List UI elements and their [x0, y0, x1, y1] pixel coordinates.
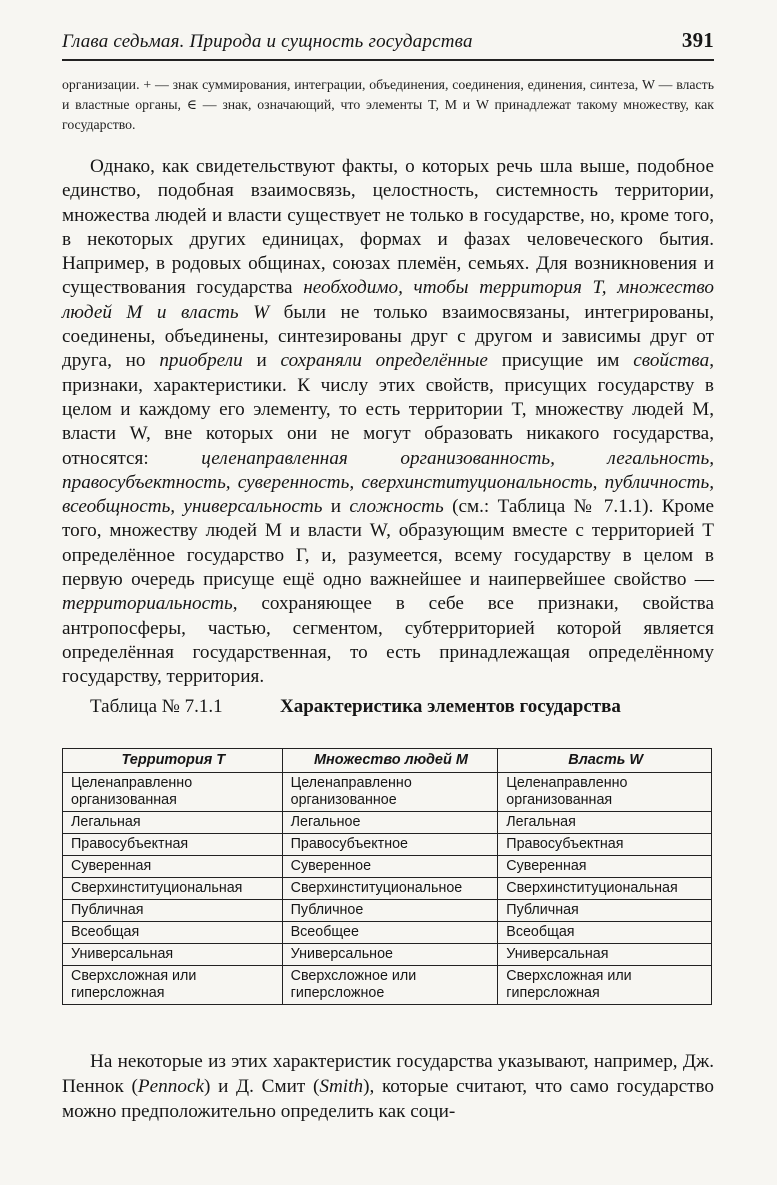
table-cell: Легальная [63, 811, 283, 833]
table-row [63, 855, 712, 877]
table-cell: Целенаправленно организованная [498, 772, 712, 811]
table-cell: Универсальная [498, 943, 712, 965]
text-run: (см.: Таблица № 7.1.1). Кроме того, множеству людей M и власти W, образующим вместе с территорией T определённое государство Г, и, разумеется, всему государству в целом в первую очередь присуще ещё одно важнейшее и наипервейшее свойство — [62, 496, 714, 591]
emphasis-run: Pennock [137, 1075, 204, 1097]
emphasis-run: свойства [633, 350, 710, 372]
paragraph-body [62, 1049, 714, 1124]
text-run: ), которые считают, что само государство можно предположительно определить как соци- [62, 1075, 714, 1122]
emphasis-run: сложность [349, 496, 444, 518]
table-row [63, 921, 712, 943]
table-row [63, 899, 712, 921]
table-caption [62, 696, 714, 718]
text-run: и [242, 350, 281, 372]
table-cell: Правосубъектная [63, 833, 283, 855]
table-cell: Сверхсложное или гиперсложное [282, 965, 498, 1004]
emphasis-run: приобрели [159, 350, 243, 372]
table-cell: Легальное [282, 811, 498, 833]
table-cell: Правосубъектная [498, 833, 712, 855]
table-number: Таблица № 7.1.1 [90, 695, 223, 717]
text-run: присущие им [487, 350, 634, 372]
emphasis-run: территориальность [62, 593, 233, 615]
table-cell: Сверхсложная или гиперсложная [498, 965, 712, 1004]
table-cell: Всеобщее [282, 921, 498, 943]
table-cell: Суверенная [498, 855, 712, 877]
table-row [63, 833, 712, 855]
text-run: ) и Д. Смит ( [203, 1075, 320, 1097]
header-rule [62, 59, 714, 61]
column-header: Территория T [63, 748, 283, 772]
emphasis-run: целенаправленная организованность, легальность, правосубъектность, суверенность, сверхинституциональность, публичность, всеобщность, универсальность [62, 447, 714, 518]
table-cell: Сверхинституциональное [282, 877, 498, 899]
table-cell: Сверхсложная или гиперсложная [63, 965, 283, 1004]
closing-paragraph [62, 1049, 714, 1124]
characteristics-table [62, 748, 712, 1005]
table-cell: Сверхинституциональная [498, 877, 712, 899]
text-run: Однако, как свидетельствуют факты, о которых речь шла выше, подобное единство, подобная взаимосвязь, целостность, системность территории, множества людей и власти существует не только в государстве, но, кроме того, в некоторых других единицах, формах и фазах человеческого бытия. Например, в родовых общинах, союзах племён, семьях. Для возникновения и существования государства [62, 156, 714, 299]
table-title: Характеристика элементов государства [280, 695, 621, 717]
text-run: и [322, 496, 350, 518]
table-cell: Универсальное [282, 943, 498, 965]
emphasis-run: Smith [319, 1075, 364, 1097]
paragraph-body [62, 155, 714, 690]
column-header: Власть W [498, 748, 712, 772]
book-page [62, 28, 714, 1124]
table-header-row [63, 748, 712, 772]
table-cell: Целенаправленно организованное [282, 772, 498, 811]
table-cell: Сверхинституциональная [63, 877, 283, 899]
emphasis-run: необходимо, чтобы территория T, множество людей M и власть W [62, 277, 714, 323]
table-cell: Всеобщая [63, 921, 283, 943]
table-row [63, 772, 712, 811]
text-run: На некоторые из этих характеристик государства указывают, например, Дж. Пеннок ( [62, 1050, 714, 1097]
table-cell: Публичная [498, 899, 712, 921]
text-run: , признаки, характеристики. К числу этих свойств, присущих государству в целом и каждому его элементу, то есть территории T, множеству людей M, власти W, вне которых они не могут образовать никакого государства, относятся: [62, 350, 714, 469]
table-cell: Публичное [282, 899, 498, 921]
table-cell: Правосубъектное [282, 833, 498, 855]
table-row [63, 965, 712, 1004]
table-cell: Универсальная [63, 943, 283, 965]
emphasis-run: сохраняли определённые [280, 350, 488, 372]
running-head [62, 28, 714, 53]
table-cell: Целенаправленно организованная [63, 772, 283, 811]
table-cell: Суверенное [282, 855, 498, 877]
table-cell: Публичная [63, 899, 283, 921]
column-header: Множество людей M [282, 748, 498, 772]
table-cell: Суверенная [63, 855, 283, 877]
table-row [63, 811, 712, 833]
footnote-text: организации. + — знак суммирования, интеграции, объединения, соединения, единения, синтеза, W — власть и властные органы, ∈ — знак, означающий, что элементы T, M и W принадлежат такому множеству, как государство. [62, 77, 714, 132]
table-cell: Всеобщая [498, 921, 712, 943]
table-row [63, 877, 712, 899]
table-row [63, 943, 712, 965]
table-cell: Легальная [498, 811, 712, 833]
main-paragraph [62, 155, 714, 690]
page-number: 391 [681, 28, 714, 52]
text-run: были не только взаимосвязаны, интегрированы, соединены, объединены, синтезированы друг с другом и зависимы друг от друга, но [62, 301, 714, 372]
chapter-title: Глава седьмая. Природа и сущность государства [62, 31, 473, 52]
text-run: , сохраняющее в себе все признаки, свойства антропосферы, частью, сегментом, субтерриторией которой является определённая государственная, то есть принадлежащая определённому государству, территория. [62, 593, 714, 688]
